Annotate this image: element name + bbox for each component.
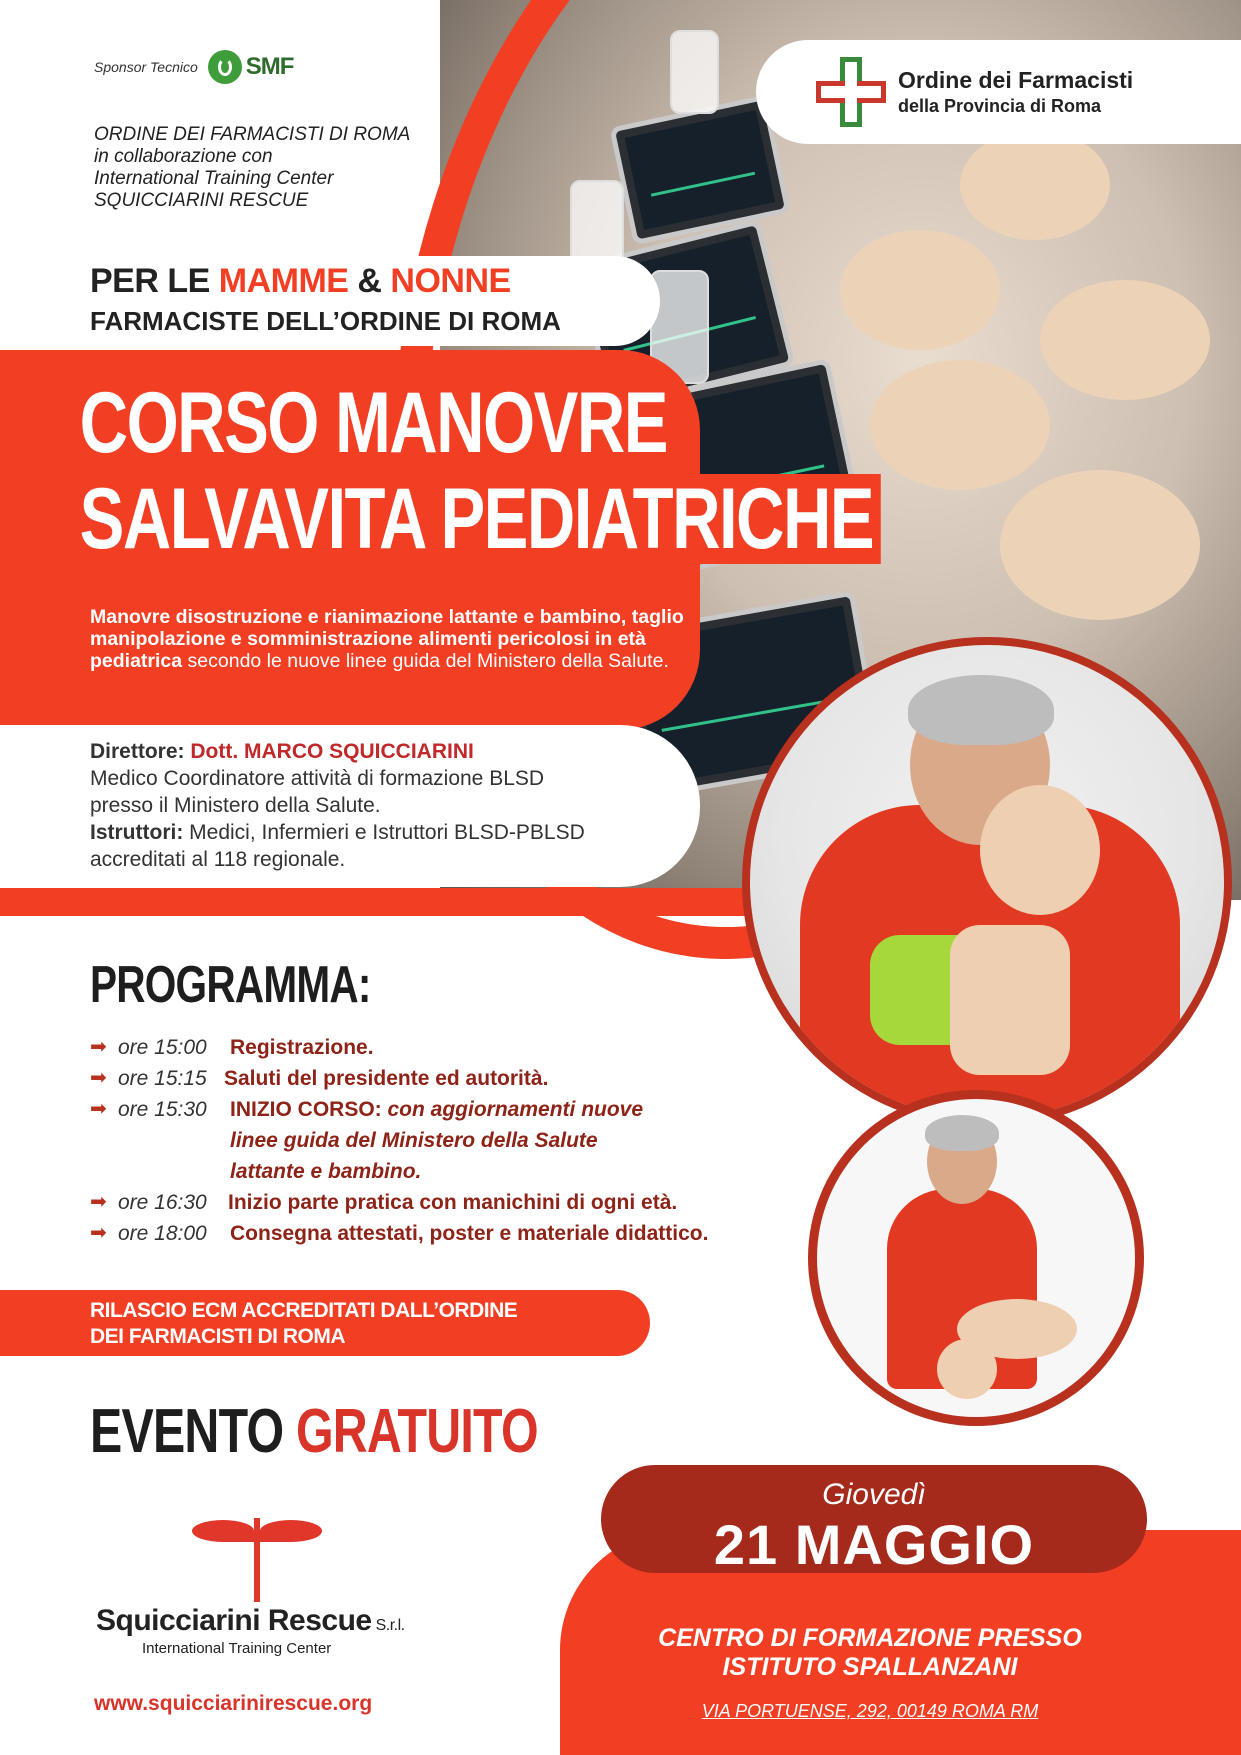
ecm-line-1: RILASCIO ECM ACCREDITATI DALL’ORDINE <box>90 1299 518 1322</box>
evento-gratuito <box>90 1396 538 1467</box>
programma-list <box>90 1032 810 1249</box>
title-line-1: CORSO MANOVRE <box>75 378 675 468</box>
ordine-subtitle: della Provincia di Roma <box>898 96 1102 116</box>
director-role-2: presso il Ministero della Salute. <box>90 794 381 817</box>
collaboration-text <box>94 124 410 212</box>
evento-part-1: EVENTO <box>90 1397 296 1466</box>
programma-time: ore 18:00 <box>118 1222 207 1245</box>
programma-item <box>90 1218 810 1249</box>
audience-nonne: NONNE <box>390 262 511 300</box>
venue-line-2: ISTITUTO SPALLANZANI <box>722 1653 1018 1681</box>
event-date: 21 MAGGIO <box>713 1513 1035 1576</box>
ecm-text <box>90 1298 517 1350</box>
programma-activity: Inizio parte pratica con manichini di ogni età. <box>228 1191 678 1214</box>
collab-line-3: International Training Center <box>94 168 334 189</box>
sponsor <box>94 50 293 84</box>
sponsor-label: Sponsor Tecnico <box>94 59 198 75</box>
ordine-title: Ordine dei Farmacisti <box>898 67 1134 93</box>
evento-part-2: GRATUITO <box>295 1397 538 1466</box>
director-photo <box>742 637 1232 1127</box>
venue-line-1: CENTRO DI FORMAZIONE PRESSO <box>658 1624 1082 1652</box>
audience-mamme: MAMME <box>218 262 349 300</box>
programma-activity-italic: con aggiornamenti nuove <box>381 1098 644 1121</box>
audience-amp: & <box>348 262 391 300</box>
description-normal: secondo le nuove linee guida del Ministero della Salute. <box>182 650 669 672</box>
programma-item <box>90 1187 810 1218</box>
audience-line-1 <box>90 262 511 301</box>
programma-time: ore 15:30 <box>118 1098 207 1121</box>
description-bold: Manovre disostruzione e rianimazione lattante e bambino, taglio manipolazione e somministrazione alimenti pericolosi in età pediatrica <box>90 606 684 672</box>
sr-sub: International Training Center <box>142 1640 332 1657</box>
caduceus-icon <box>192 1514 322 1604</box>
programma-activity: Saluti del presidente ed autorità. <box>224 1067 549 1090</box>
collab-line-1: ORDINE DEI FARMACISTI DI ROMA <box>94 124 411 145</box>
programma-heading: PROGRAMMA: <box>90 956 371 1014</box>
smf-power-icon <box>208 50 242 84</box>
programma-time: ore 15:15 <box>118 1067 207 1090</box>
smf-brand: SMF <box>245 53 294 80</box>
cpr-demo-photo <box>808 1090 1144 1426</box>
director-info <box>90 738 585 873</box>
director-name: Dott. MARCO SQUICCIARINI <box>190 740 474 763</box>
event-day: Giovedì <box>822 1478 926 1511</box>
programma-activity-extra-1: linee guida del Ministero della Salute <box>230 1129 598 1152</box>
event-address[interactable]: VIA PORTUENSE, 292, 00149 ROMA RM <box>701 1701 1039 1721</box>
ordine-farmacisti-logo <box>756 40 1241 144</box>
pharmacy-cross-icon <box>816 57 886 127</box>
programma-activity: INIZIO CORSO: <box>230 1098 382 1121</box>
programma-item <box>90 1063 810 1094</box>
sr-name: Squicciarini Rescue <box>96 1604 372 1637</box>
website-link[interactable]: www.squicciarinirescue.org <box>94 1692 373 1715</box>
collab-line-2: in collaborazione con <box>94 146 273 167</box>
course-title <box>75 375 1108 570</box>
instructors-label: Istruttori: <box>90 821 184 844</box>
event-venue <box>590 1624 1150 1682</box>
instructors-line-1: Medici, Infermieri e Istruttori BLSD-PBLSD <box>183 821 585 844</box>
squicciarini-rescue-logo <box>96 1514 426 1664</box>
programma-time: ore 15:00 <box>118 1036 207 1059</box>
arrow-right-icon: ➡ <box>90 1067 107 1089</box>
sr-suffix: S.r.l. <box>371 1617 405 1634</box>
course-description <box>90 606 740 672</box>
programma-activity: Registrazione. <box>230 1036 374 1059</box>
arrow-right-icon: ➡ <box>90 1222 107 1244</box>
director-label: Direttore: <box>90 740 191 763</box>
smf-logo <box>208 50 294 84</box>
arrow-right-icon: ➡ <box>90 1036 107 1058</box>
divider-stripe <box>0 888 800 916</box>
title-line-2: SALVAVITA PEDIATRICHE <box>75 474 881 564</box>
director-role-1: Medico Coordinatore attività di formazione BLSD <box>90 767 545 790</box>
arrow-right-icon: ➡ <box>90 1191 107 1213</box>
audience-prefix: PER LE <box>90 262 219 300</box>
instructors-line-2: accreditati al 118 regionale. <box>90 848 346 871</box>
programma-item <box>90 1032 810 1063</box>
audience-line-2: FARMACISTE DELL’ORDINE DI ROMA <box>90 306 561 336</box>
ecm-line-2: DEI FARMACISTI DI ROMA <box>90 1325 345 1348</box>
programma-item <box>90 1094 810 1187</box>
programma-activity-extra-2: lattante e bambino. <box>230 1160 422 1183</box>
programma-time: ore 16:30 <box>118 1191 207 1214</box>
collab-line-4: SQUICCIARINI RESCUE <box>94 190 309 211</box>
arrow-right-icon: ➡ <box>90 1098 107 1120</box>
programma-activity: Consegna attestati, poster e materiale didattico. <box>230 1222 709 1245</box>
